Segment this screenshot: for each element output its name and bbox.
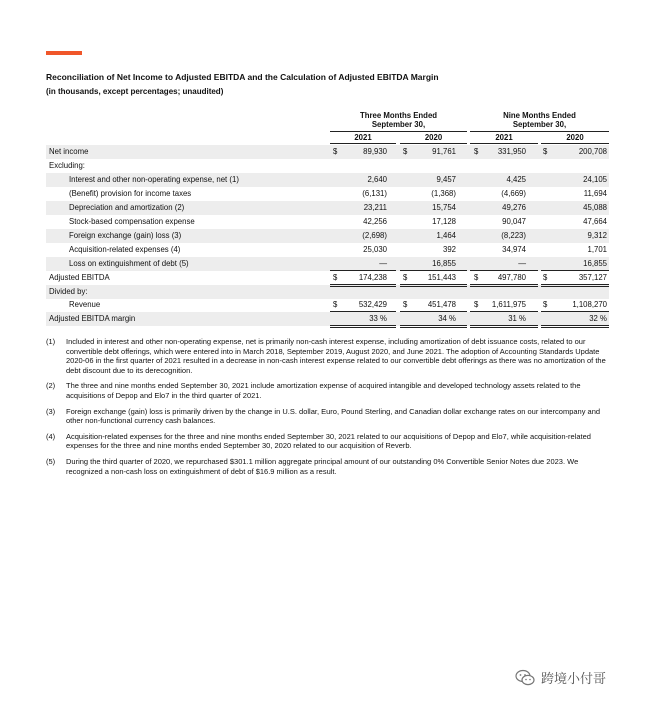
cell-value: 34,974 bbox=[502, 245, 526, 254]
cell-value: 1,611,975 bbox=[491, 300, 526, 309]
cell-value: 42,256 bbox=[363, 217, 387, 226]
row-label: (Benefit) provision for income taxes bbox=[69, 189, 192, 198]
footnote bbox=[46, 432, 609, 451]
footnote-text: Included in interest and other non-operating expense, net is primarily non-cash interest expense, including amortization of debt issuance costs, related to our convertible debt offerings, which were entered into in March 2018, September 2019, August 2020, and June 2021. The adoption of Accounting Standards Update 2020-06 in the first quarter of 2021 resulted in a decrease in non-cash interest expense related to our convertible debt offerings as there was no amortization of the debt discount due to its derecognition. bbox=[66, 337, 606, 375]
row-label: Divided by: bbox=[49, 287, 88, 296]
total-rule bbox=[400, 311, 467, 312]
cell-value: — bbox=[379, 259, 387, 268]
total-rule bbox=[330, 325, 396, 326]
cell-value: 174,238 bbox=[358, 273, 387, 282]
cell-value: 15,754 bbox=[432, 203, 456, 212]
cell-value: 33 % bbox=[369, 314, 387, 323]
footnote-number: (2) bbox=[46, 381, 56, 391]
currency-symbol: $ bbox=[474, 300, 479, 309]
cell-value: 357,127 bbox=[578, 273, 607, 282]
footnote bbox=[46, 407, 609, 426]
cell-value: 17,128 bbox=[432, 217, 456, 226]
cell-value: 90,047 bbox=[502, 217, 526, 226]
table-row bbox=[46, 145, 609, 159]
cell-value: 34 % bbox=[438, 314, 456, 323]
cell-value: 32 % bbox=[589, 314, 607, 323]
table-row bbox=[46, 257, 609, 271]
row-label: Net income bbox=[49, 147, 89, 156]
footnote bbox=[46, 381, 609, 400]
row-label: Adjusted EBITDA margin bbox=[49, 314, 136, 323]
cell-value: 2,640 bbox=[367, 175, 387, 184]
header-rule bbox=[330, 131, 467, 132]
cell-value: 45,088 bbox=[583, 203, 607, 212]
currency-symbol: $ bbox=[474, 147, 479, 156]
page-title: Reconciliation of Net Income to Adjusted EBITDA and the Calculation of Adjusted EBITDA Margin bbox=[46, 72, 439, 82]
total-rule bbox=[400, 284, 467, 285]
table-row bbox=[46, 243, 609, 257]
cell-value: — bbox=[518, 259, 526, 268]
currency-symbol: $ bbox=[333, 273, 338, 282]
footnote-text: During the third quarter of 2020, we repurchased $301.1 million aggregate principal amount of our outstanding 0% Convertible Senior Notes due 2023. We recognized a non-cash loss on extinguishment of debt of $16.9 million as a result. bbox=[66, 456, 579, 476]
table-row bbox=[46, 159, 609, 173]
row-label: Loss on extinguishment of debt (5) bbox=[69, 259, 189, 268]
currency-symbol: $ bbox=[333, 147, 338, 156]
cell-value: 1,464 bbox=[436, 231, 456, 240]
total-rule bbox=[541, 311, 609, 312]
cell-value: 331,950 bbox=[497, 147, 526, 156]
row-label: Stock-based compensation expense bbox=[69, 217, 195, 226]
cell-value: (4,669) bbox=[501, 189, 526, 198]
table-row bbox=[46, 173, 609, 187]
page-subtitle: (in thousands, except percentages; unaudited) bbox=[46, 87, 224, 96]
cell-value: 89,930 bbox=[363, 147, 387, 156]
table-row bbox=[46, 187, 609, 201]
footnote-number: (1) bbox=[46, 337, 56, 346]
column-group-header: Nine Months Ended September 30, bbox=[503, 111, 576, 129]
row-label: Excluding: bbox=[49, 161, 85, 170]
currency-symbol: $ bbox=[403, 300, 408, 309]
table-row bbox=[46, 215, 609, 229]
cell-value: 1,701 bbox=[587, 245, 607, 254]
total-rule bbox=[400, 286, 467, 287]
row-label: Revenue bbox=[69, 300, 101, 309]
column-year-header: 2020 bbox=[566, 133, 584, 142]
total-rule bbox=[330, 286, 396, 287]
total-rule bbox=[470, 311, 538, 312]
total-rule bbox=[541, 327, 609, 328]
cell-value: (2,698) bbox=[362, 231, 387, 240]
cell-value: 25,030 bbox=[363, 245, 387, 254]
total-rule bbox=[541, 284, 609, 285]
row-label: Acquisition-related expenses (4) bbox=[69, 245, 181, 254]
cell-value: 9,457 bbox=[436, 175, 456, 184]
table-row bbox=[46, 229, 609, 243]
cell-value: 151,443 bbox=[427, 273, 456, 282]
table-row bbox=[46, 201, 609, 215]
currency-symbol: $ bbox=[543, 147, 548, 156]
footnote-text: Acquisition-related expenses for the three and nine months ended September 30, 2021 related to our acquisitions of Depop and Elo7, while acquisition-related expenses for the three and nine months ended September 30, 2020 related to our acquisition of Reverb. bbox=[66, 431, 591, 451]
cell-value: 16,855 bbox=[583, 259, 607, 268]
cell-value: 11,694 bbox=[583, 189, 607, 198]
cell-value: 451,478 bbox=[427, 300, 456, 309]
cell-value: 31 % bbox=[508, 314, 526, 323]
footnotes bbox=[46, 337, 609, 482]
row-label: Adjusted EBITDA bbox=[49, 273, 110, 282]
row-label: Depreciation and amortization (2) bbox=[69, 203, 185, 212]
table-row bbox=[46, 298, 609, 312]
cell-value: (8,223) bbox=[501, 231, 526, 240]
row-label: Foreign exchange (gain) loss (3) bbox=[69, 231, 182, 240]
cell-value: 24,105 bbox=[583, 175, 607, 184]
cell-value: 497,780 bbox=[497, 273, 526, 282]
total-rule bbox=[470, 270, 538, 271]
total-rule bbox=[470, 325, 538, 326]
header-rule bbox=[400, 143, 467, 144]
total-rule bbox=[470, 284, 538, 285]
cell-value: 23,211 bbox=[363, 203, 387, 212]
total-rule bbox=[470, 286, 538, 287]
cell-value: 392 bbox=[442, 245, 456, 254]
header-rule bbox=[330, 143, 396, 144]
total-rule bbox=[330, 327, 396, 328]
watermark bbox=[515, 668, 606, 687]
total-rule bbox=[400, 270, 467, 271]
column-year-header: 2021 bbox=[495, 133, 513, 142]
column-group-header: Three Months Ended September 30, bbox=[359, 111, 438, 129]
currency-symbol: $ bbox=[333, 300, 338, 309]
footnote-text: The three and nine months ended September 30, 2021 include amortization expense of acquired intangible and developed technology assets related to the acquisitions of Depop and Elo7 in the third quarter of 2021. bbox=[66, 381, 581, 400]
cell-value: 16,855 bbox=[432, 259, 456, 268]
cell-value: 91,761 bbox=[432, 147, 456, 156]
currency-symbol: $ bbox=[403, 147, 408, 156]
cell-value: 200,708 bbox=[578, 147, 607, 156]
wechat-icon bbox=[515, 669, 535, 687]
footnote-number: (5) bbox=[46, 456, 56, 466]
footnote-number: (4) bbox=[46, 431, 56, 441]
cell-value: 1,108,270 bbox=[572, 300, 607, 309]
cell-value: 47,664 bbox=[583, 217, 607, 226]
cell-value: 532,429 bbox=[358, 300, 387, 309]
table-row bbox=[46, 312, 609, 326]
column-year-header: 2021 bbox=[354, 133, 372, 142]
accent-bar bbox=[46, 51, 82, 55]
footnote-text: Foreign exchange (gain) loss is primarily driven by the change in U.S. dollar, Euro, Pound Sterling, and Canadian dollar exchange rates on our intercompany and other non-functional currency cash balances. bbox=[66, 406, 601, 426]
total-rule bbox=[330, 284, 396, 285]
cell-value: (6,131) bbox=[362, 189, 387, 198]
column-year-header: 2020 bbox=[424, 133, 443, 142]
header-rule bbox=[470, 131, 609, 132]
total-rule bbox=[330, 311, 396, 312]
total-rule bbox=[541, 325, 609, 326]
cell-value: 4,425 bbox=[506, 175, 526, 184]
watermark-text: 跨境小付哥 bbox=[541, 671, 607, 686]
footnote bbox=[46, 457, 609, 476]
total-rule bbox=[470, 327, 538, 328]
cell-value: 49,276 bbox=[502, 203, 526, 212]
currency-symbol: $ bbox=[543, 300, 548, 309]
header-rule bbox=[541, 143, 609, 144]
footnote-number: (3) bbox=[46, 406, 56, 416]
footnote bbox=[46, 337, 609, 375]
table-row bbox=[46, 285, 609, 299]
currency-symbol: $ bbox=[403, 273, 408, 282]
cell-value: (1,368) bbox=[431, 189, 456, 198]
total-rule bbox=[400, 327, 467, 328]
total-rule bbox=[400, 325, 467, 326]
currency-symbol: $ bbox=[474, 273, 479, 282]
total-rule bbox=[541, 286, 609, 287]
currency-symbol: $ bbox=[543, 273, 548, 282]
total-rule bbox=[541, 270, 609, 271]
cell-value: 9,312 bbox=[587, 231, 607, 240]
row-label: Interest and other non-operating expense, net (1) bbox=[69, 175, 239, 184]
header-rule bbox=[470, 143, 538, 144]
table-row bbox=[46, 271, 609, 285]
total-rule bbox=[330, 270, 396, 271]
